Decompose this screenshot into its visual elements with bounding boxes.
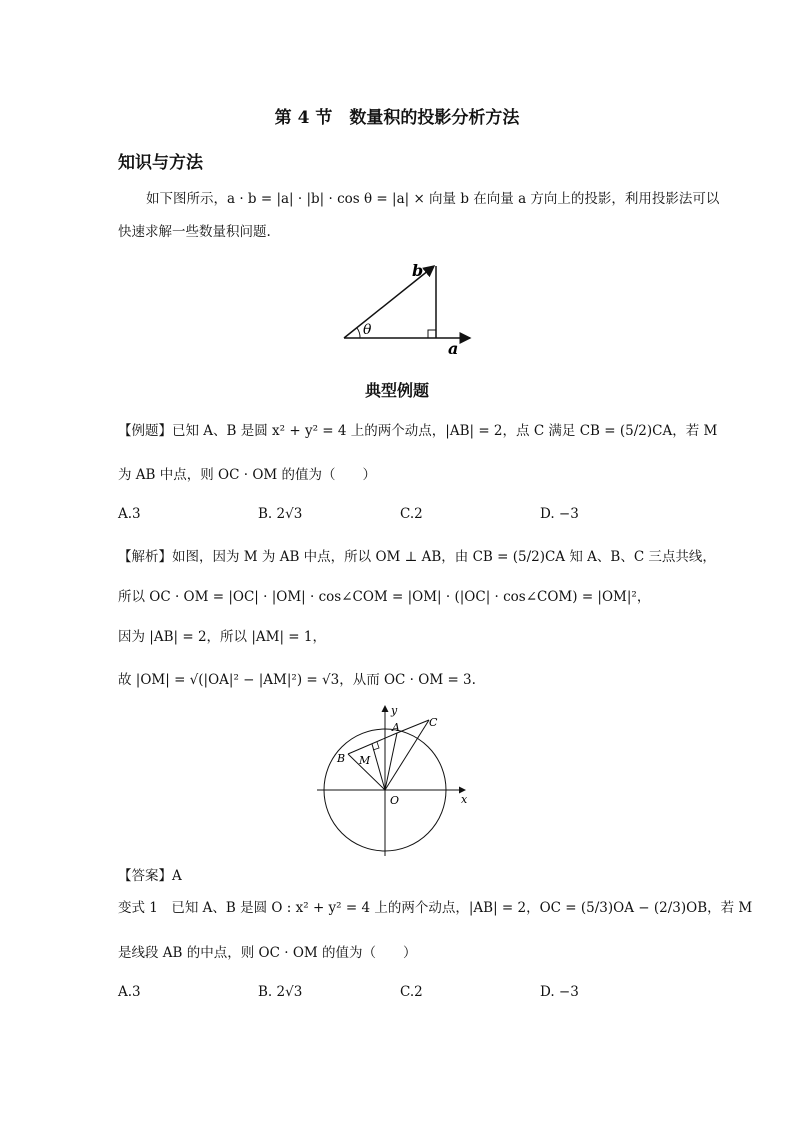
label-o: O [390,794,400,807]
segment-ac [397,720,429,733]
label-theta: θ [363,322,372,338]
example-choice-c: C.2 [400,506,423,522]
variant-choice-c: C.2 [400,984,423,1000]
solution-line-2: 所以 OC · OM = |OC| · |OM| · cos∠COM = |OM| · (|OC| · cos∠COM) = |OM|²， [118,589,651,605]
example-choice-a: A.3 [118,506,141,522]
segment-oa [385,733,397,790]
label-x: x [461,793,468,806]
example-line-2: 为 AB 中点，则 OC · OM 的值为（ ） [118,467,376,483]
label-a: a [448,339,459,358]
circle-figure [315,700,475,860]
variant-line-2: 是线段 AB 的中点，则 OC · OM 的值为（ ） [118,945,417,961]
section-heading: 知识与方法 [118,153,203,173]
solution-line-1: 【解析】如图，因为 M 为 AB 中点，所以 OM ⊥ AB，由 CB = (5/2)CA 知 A、B、C 三点共线， [118,549,716,565]
variant-choice-b: B. 2√3 [258,984,303,1000]
answer-line: 【答案】A [118,868,182,884]
label-c-point: C [429,716,438,729]
solution-line-4: 故 |OM| = √(|OA|² − |AM|²) = √3，从而 OC · OM = 3. [118,672,476,688]
label-b: b [412,261,424,280]
variant-choice-a: A.3 [118,984,141,1000]
variant-choice-d: D. −3 [540,984,579,1000]
solution-line-3: 因为 |AB| = 2，所以 |AM| = 1， [118,629,326,645]
example-heading: 典型例题 [364,381,429,400]
label-b-point: B [337,752,346,765]
right-angle-mark [428,330,436,338]
label-m-point: M [359,754,371,767]
label-y: y [391,704,398,717]
page-title: 第 4 节 数量积的投影分析方法 [274,108,520,128]
projection-figure [330,252,490,362]
variant-line-1: 变式 1 已知 A、B 是圆 O : x² + y² = 4 上的两个动点，|AB| = 2，OC = (5/3)OA − (2/3)OB，若 M [118,900,753,916]
angle-arc [357,328,360,338]
label-a-point: A [392,721,400,734]
example-choice-d: D. −3 [540,506,579,522]
intro-line-2: 快速求解一些数量积问题. [118,224,271,240]
example-choice-b: B. 2√3 [258,506,303,522]
example-line-1: 【例题】已知 A、B 是圆 x² + y² = 4 上的两个动点，|AB| = 2，点 C 满足 CB = (5/2)CA，若 M [118,423,718,439]
intro-line-1: 如下图所示，a · b = |a| · |b| · cos θ = |a| × 向量 b 在向量 a 方向上的投影，利用投影法可以 [146,191,720,207]
